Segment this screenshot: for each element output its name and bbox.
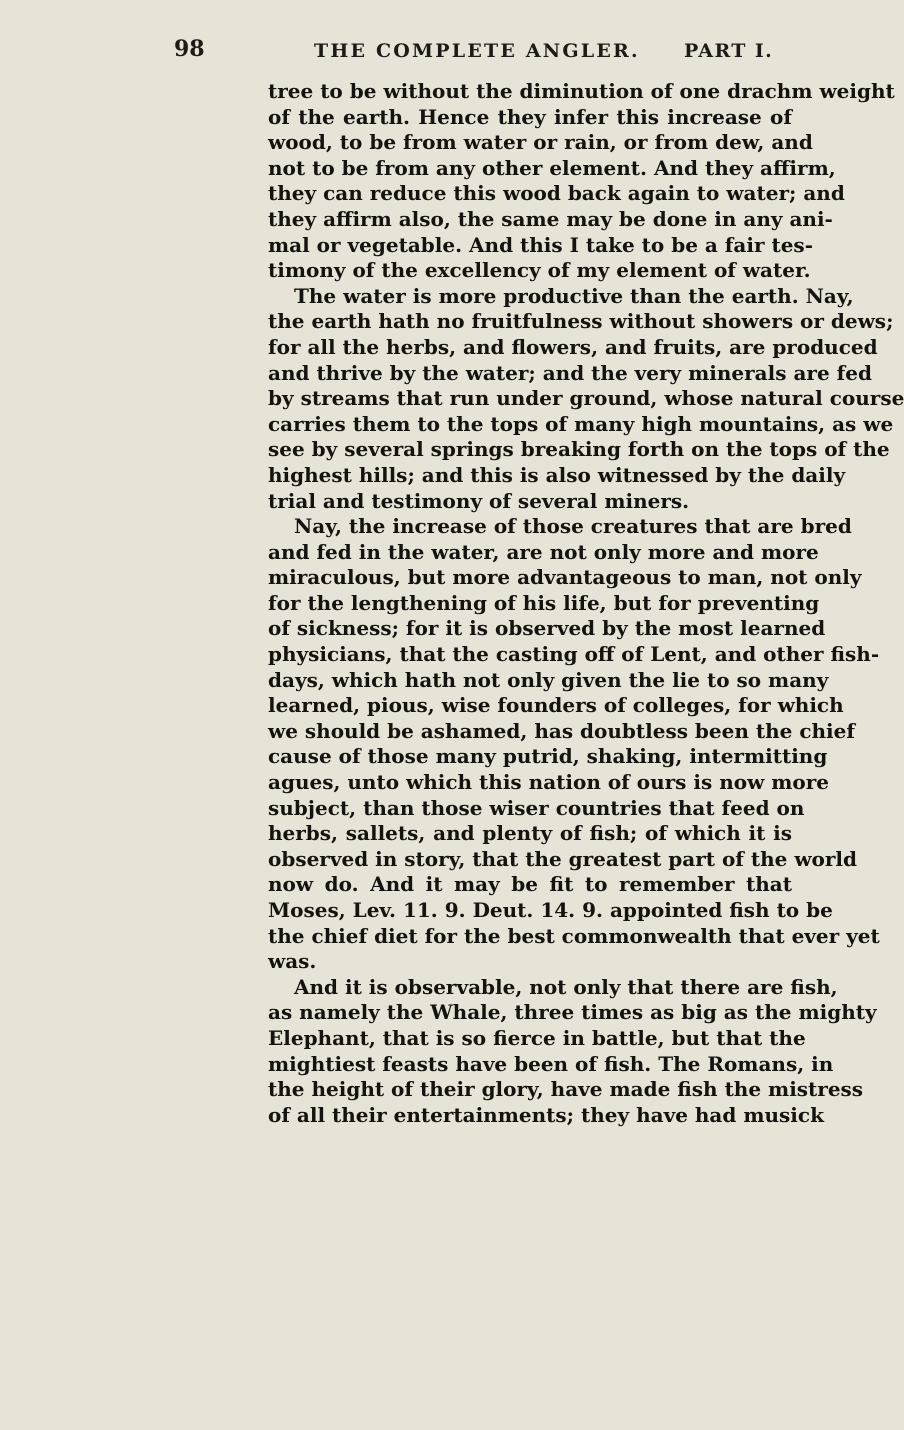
- text-line: days, which hath not only given the lie to so many: [268, 667, 829, 692]
- part-label: PART I.: [684, 40, 774, 62]
- text-line: timony of the excellency of my element of water.: [268, 258, 811, 283]
- text-line: wood, to be from water or rain, or from dew, and: [268, 130, 813, 155]
- text-line: see by several springs breaking forth on the tops of the: [268, 437, 890, 462]
- text-line: learned, pious, wise founders of colleges, for which: [268, 693, 844, 718]
- text-line: highest hills; and this is also witnessed by the daily: [268, 462, 846, 487]
- text-line: physicians, that the casting off of Lent, and other fish-: [268, 642, 880, 667]
- text-line: they affirm also, the same may be done in any ani-: [268, 206, 833, 231]
- text-line: now do. And it may be fit to remember that: [268, 872, 792, 897]
- text-line: of sickness; for it is observed by the most learned: [268, 616, 826, 641]
- text-line: The water is more productive than the earth. Nay,: [294, 283, 854, 308]
- text-line: miraculous, but more advantageous to man, not only: [268, 565, 862, 590]
- text-line: trial and testimony of several miners.: [268, 488, 690, 513]
- text-line: Elephant, that is so fierce in battle, but that the: [268, 1025, 806, 1050]
- text-line: the height of their glory, have made fish the mistress: [268, 1077, 864, 1102]
- running-title: THE COMPLETE ANGLER.: [314, 40, 640, 62]
- text-line: the chief diet for the best commonwealth that ever yet: [268, 923, 880, 948]
- text-line: mal or vegetable. And this I take to be a fair tes-: [268, 232, 813, 257]
- text-line: herbs, sallets, and plenty of fish; of which it is: [268, 821, 792, 846]
- text-line: And it is observable, not only that there are fish,: [294, 974, 838, 999]
- text-line: carries them to the tops of many high mountains, as we: [268, 411, 894, 436]
- text-line: was.: [268, 949, 317, 974]
- page-header: [0, 36, 800, 66]
- text-line: for the lengthening of his life, but for preventing: [268, 590, 820, 615]
- text-line: Nay, the increase of those creatures that are bred: [294, 514, 852, 539]
- text-line: subject, than those wiser countries that feed on: [268, 795, 805, 820]
- text-line: tree to be without the diminution of one drachm weight: [268, 79, 895, 103]
- text-line: and thrive by the water; and the very minerals are fed: [268, 360, 872, 385]
- text-line: cause of those many putrid, shaking, intermitting: [268, 744, 828, 769]
- text-line: of all their entertainments; they have had musick: [268, 1102, 824, 1127]
- page-number: 98: [174, 36, 205, 62]
- text-line: they can reduce this wood back again to water; and: [268, 181, 845, 206]
- text-line: the earth hath no fruitfulness without showers or dews;: [268, 309, 894, 334]
- body-text: [268, 79, 904, 1128]
- text-line: and fed in the water, are not only more and more: [268, 539, 819, 564]
- text-line: mightiest feasts have been of fish. The Romans, in: [268, 1051, 834, 1076]
- text-line: as namely the Whale, three times as big as the mighty: [268, 1000, 877, 1025]
- text-line: Moses, Lev. 11. 9. Deut. 14. 9. appointed fish to be: [268, 898, 833, 922]
- text-line: agues, unto which this nation of ours is now more: [268, 770, 830, 795]
- text-line: not to be from any other element. And they affirm,: [268, 155, 836, 180]
- text-line: for all the herbs, and flowers, and fruits, are produced: [268, 334, 878, 359]
- text-line: of the earth. Hence they infer this increase of: [268, 104, 792, 129]
- text-line: we should be ashamed, has doubtless been the chief: [268, 718, 855, 743]
- text-line: observed in story, that the greatest part of the world: [268, 846, 858, 871]
- text-line: by streams that run under ground, whose natural course: [268, 386, 904, 411]
